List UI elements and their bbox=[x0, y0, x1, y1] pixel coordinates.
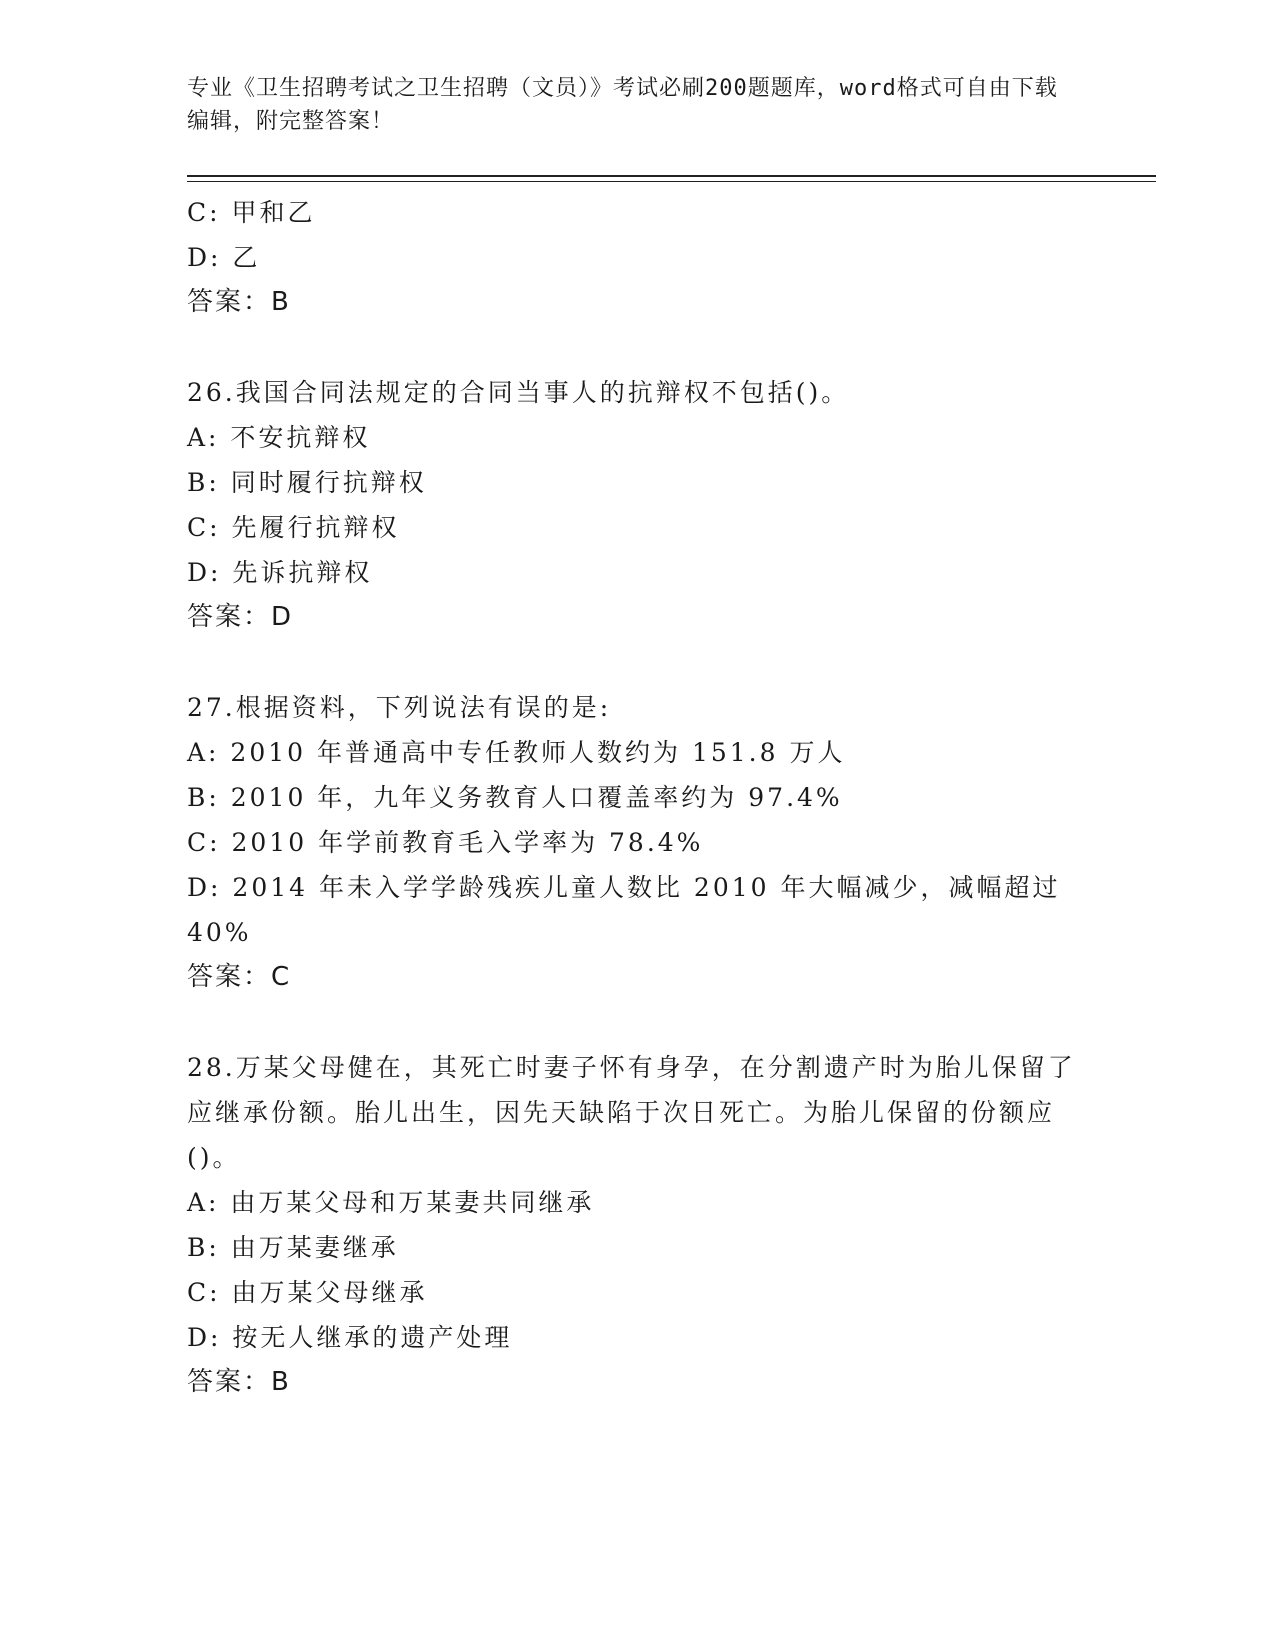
document-header: 专业《卫生招聘考试之卫生招聘（文员）》考试必刷200题题库，word格式可自由下载编辑，附完整答案！ bbox=[187, 76, 1058, 134]
option-d: D: 按无人继承的遗产处理 bbox=[187, 1323, 513, 1352]
answer-line: 答案：D bbox=[187, 602, 294, 632]
answer-line: 答案：B bbox=[187, 287, 291, 317]
option-d: D: 2014 年未入学学龄残疾儿童人数比 2010 年大幅减少，减幅超过40% bbox=[187, 873, 1061, 947]
question-content bbox=[187, 190, 1087, 1405]
spacer bbox=[187, 640, 1087, 685]
option-b: B: 由万某妻继承 bbox=[187, 1233, 399, 1262]
option-d: D: 先诉抗辩权 bbox=[187, 558, 373, 587]
option-c: C: 先履行抗辩权 bbox=[187, 513, 400, 542]
answer-line: 答案：C bbox=[187, 962, 292, 992]
header-rule-thin bbox=[187, 181, 1156, 182]
question-stem-27: 27.根据资料，下列说法有误的是: bbox=[187, 693, 612, 722]
option-c: C: 由万某父母继承 bbox=[187, 1278, 428, 1307]
option-a: A: 由万某父母和万某妻共同继承 bbox=[187, 1188, 595, 1217]
option-c: C: 2010 年学前教育毛入学率为 78.4% bbox=[187, 828, 704, 857]
option-a: A: 不安抗辩权 bbox=[187, 423, 371, 452]
answer-line: 答案：B bbox=[187, 1367, 291, 1397]
question-stem-28: 28.万某父母健在，其死亡时妻子怀有身孕，在分割遗产时为胎儿保留了应继承份额。胎儿出生，因先天缺陷于次日死亡。为胎儿保留的份额应()。 bbox=[187, 1053, 1076, 1172]
option-b: B: 2010 年，九年义务教育人口覆盖率约为 97.4% bbox=[187, 783, 843, 812]
option-b: B: 同时履行抗辩权 bbox=[187, 468, 427, 497]
question-stem-26: 26.我国合同法规定的合同当事人的抗辩权不包括()。 bbox=[187, 378, 850, 407]
option-a: A: 2010 年普通高中专任教师人数约为 151.8 万人 bbox=[187, 738, 846, 767]
spacer bbox=[187, 1000, 1087, 1045]
option-c: C: 甲和乙 bbox=[187, 198, 316, 227]
option-d: D: 乙 bbox=[187, 243, 261, 272]
header-rule-thick bbox=[187, 175, 1156, 177]
spacer bbox=[187, 325, 1087, 370]
